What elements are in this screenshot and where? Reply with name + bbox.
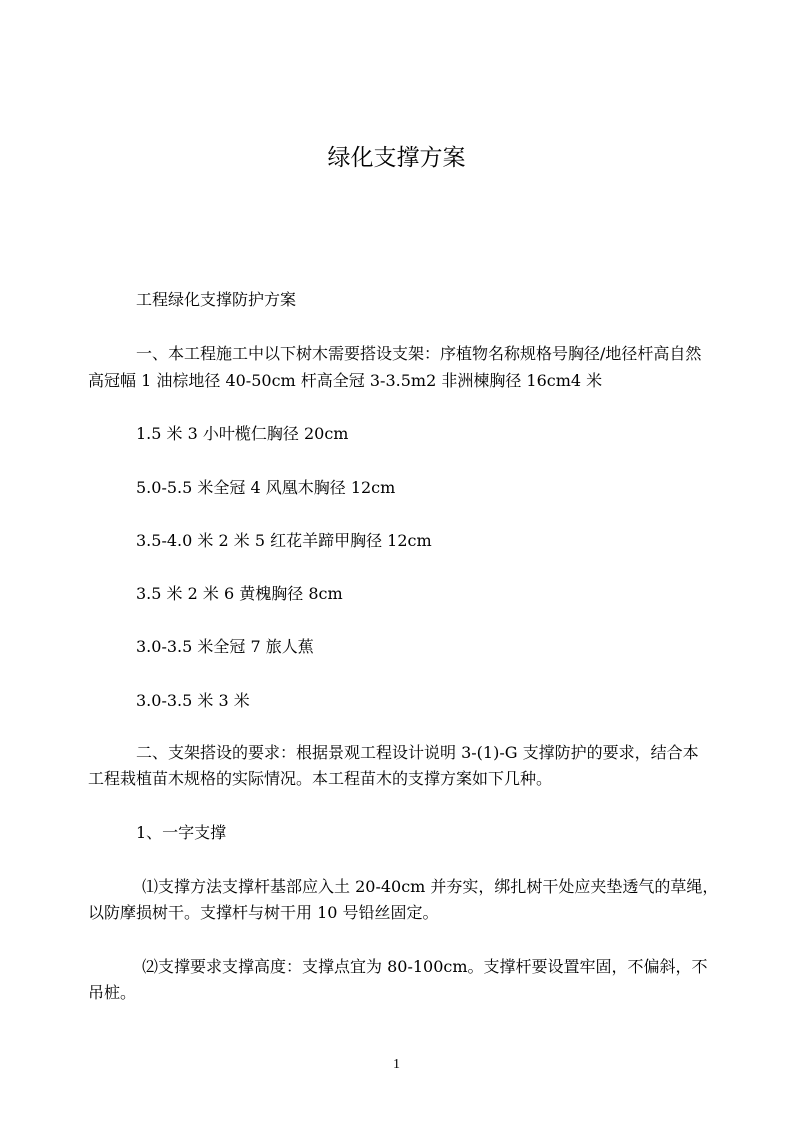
paragraph-line: 以防摩损树干。支撑杆与树干用 10 号铅丝固定。	[88, 903, 439, 922]
paragraph-line: ⑵支撑要求支撑高度：支撑点宜为 80-100cm。支撑杆要设置牢固，不偏斜，不	[142, 957, 708, 976]
paragraph-line: 吊桩。	[88, 983, 137, 1002]
page-number: 1	[393, 1057, 400, 1072]
paragraph-line: ⑴支撑方法支撑杆基部应入土 20-40cm 并夯实，绑扎树干处应夹垫透气的草绳，	[142, 877, 719, 896]
paragraph-line: 5.0-5.5 米全冠 4 风凰木胸径 12cm	[136, 478, 396, 497]
paragraph-line: 高冠幅 1 油棕地径 40-50cm 杆高全冠 3-3.5m2 非洲楝胸径 16cm4 米	[88, 371, 603, 390]
paragraph-line: 3.0-3.5 米全冠 7 旅人蕉	[136, 637, 314, 656]
paragraph-heading: 工程绿化支撑防护方案	[136, 290, 297, 309]
paragraph-line: 3.0-3.5 米 3 米	[136, 691, 250, 710]
paragraph-line: 3.5-4.0 米 2 米 5 红花羊蹄甲胸径 12cm	[136, 531, 432, 550]
paragraph-line: 一、本工程施工中以下树木需要搭设支架：序植物名称规格号胸径/地径杆高自然	[136, 344, 702, 363]
paragraph-line: 3.5 米 2 米 6 黄槐胸径 8cm	[136, 584, 343, 603]
paragraph-line: 1.5 米 3 小叶榄仁胸径 20cm	[136, 424, 349, 443]
paragraph-line: 二、支架搭设的要求：根据景观工程设计说明 3-(1)-G 支撑防护的要求，结合本	[136, 743, 699, 762]
document-title: 绿化支撑方案	[327, 145, 466, 171]
paragraph-line: 工程栽植苗木规格的实际情况。本工程苗木的支撑方案如下几种。	[88, 769, 553, 788]
section-heading: 1、一字支撑	[136, 823, 227, 842]
